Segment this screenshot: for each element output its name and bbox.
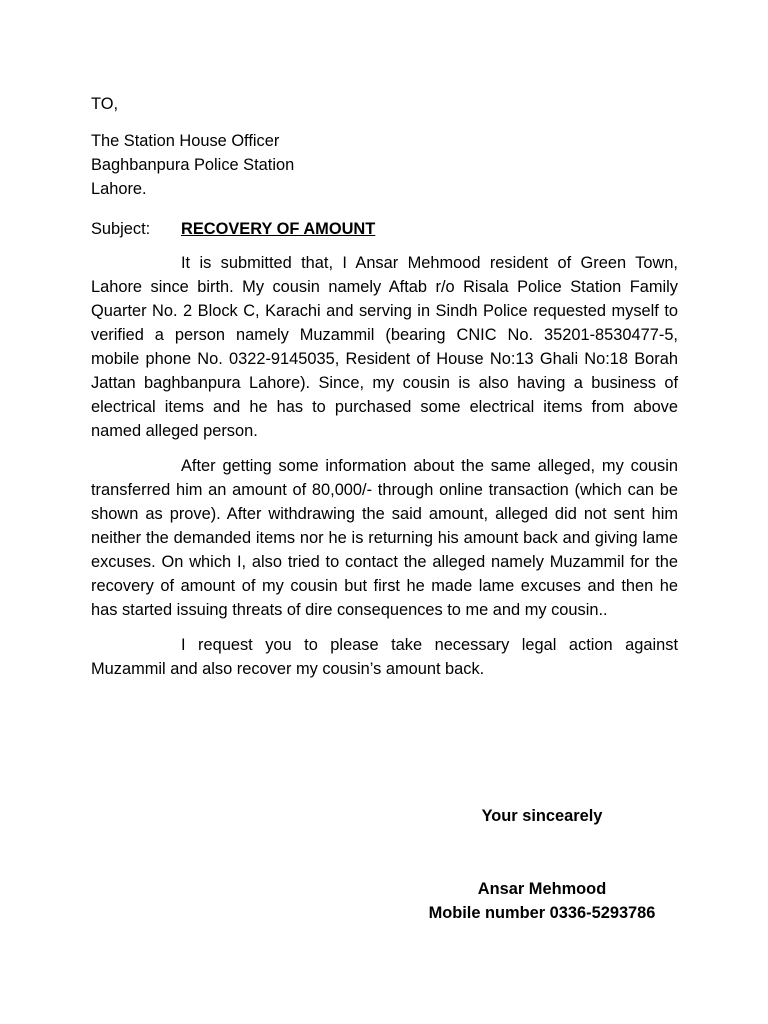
signer-name: Ansar Mehmood <box>477 880 607 898</box>
signer-mobile: Mobile number 0336-5293786 <box>428 904 656 922</box>
recipient-line-2: Baghbanpura Police Station <box>91 156 295 174</box>
salutation: TO, <box>91 95 119 113</box>
recipient-line-1: The Station House Officer <box>91 132 280 150</box>
subject-line <box>91 217 678 241</box>
subject-text: RECOVERY OF AMOUNT <box>181 220 376 238</box>
subject-label: Subject: <box>91 220 151 238</box>
recipient-line-3: Lahore. <box>91 180 147 198</box>
signature-block <box>384 877 700 925</box>
closing: Your sincearely <box>481 807 603 825</box>
paragraph-3: I request you to please take necessary legal action against Muzammil and also recover my cousin’s amount back. <box>91 636 678 678</box>
paragraph-1: It is submitted that, I Ansar Mehmood resident of Green Town, Lahore since birth. My cousin namely Aftab r/o Risala Police Station Family Quarter No. 2 Block C, Karachi and serving in Sindh Police requested myself to verified a person namely Muzammil (bearing CNIC No. 35201-8530477-5, mobile phone No. 0322-9145035, Resident of House No:13 Ghali No:18 Borah Jattan baghbanpura Lahore). Since, my cousin is also having a business of electrical items and he has to purchased some electrical items from above named alleged person. <box>91 254 678 440</box>
recipient-address <box>91 129 678 201</box>
paragraph-2: After getting some information about the same alleged, my cousin transferred him an amount of 80,000/- through online transaction (which can be shown as prove). After withdrawing the said amount, alleged did not sent him neither the demanded items nor he is returning his amount back and giving lame excuses. On which I, also tried to contact the alleged namely Muzammil for the recovery of amount of my cousin but first he made lame excuses and then he has started issuing threats of dire consequences to me and my cousin.. <box>91 457 678 619</box>
letter-body <box>91 92 678 692</box>
